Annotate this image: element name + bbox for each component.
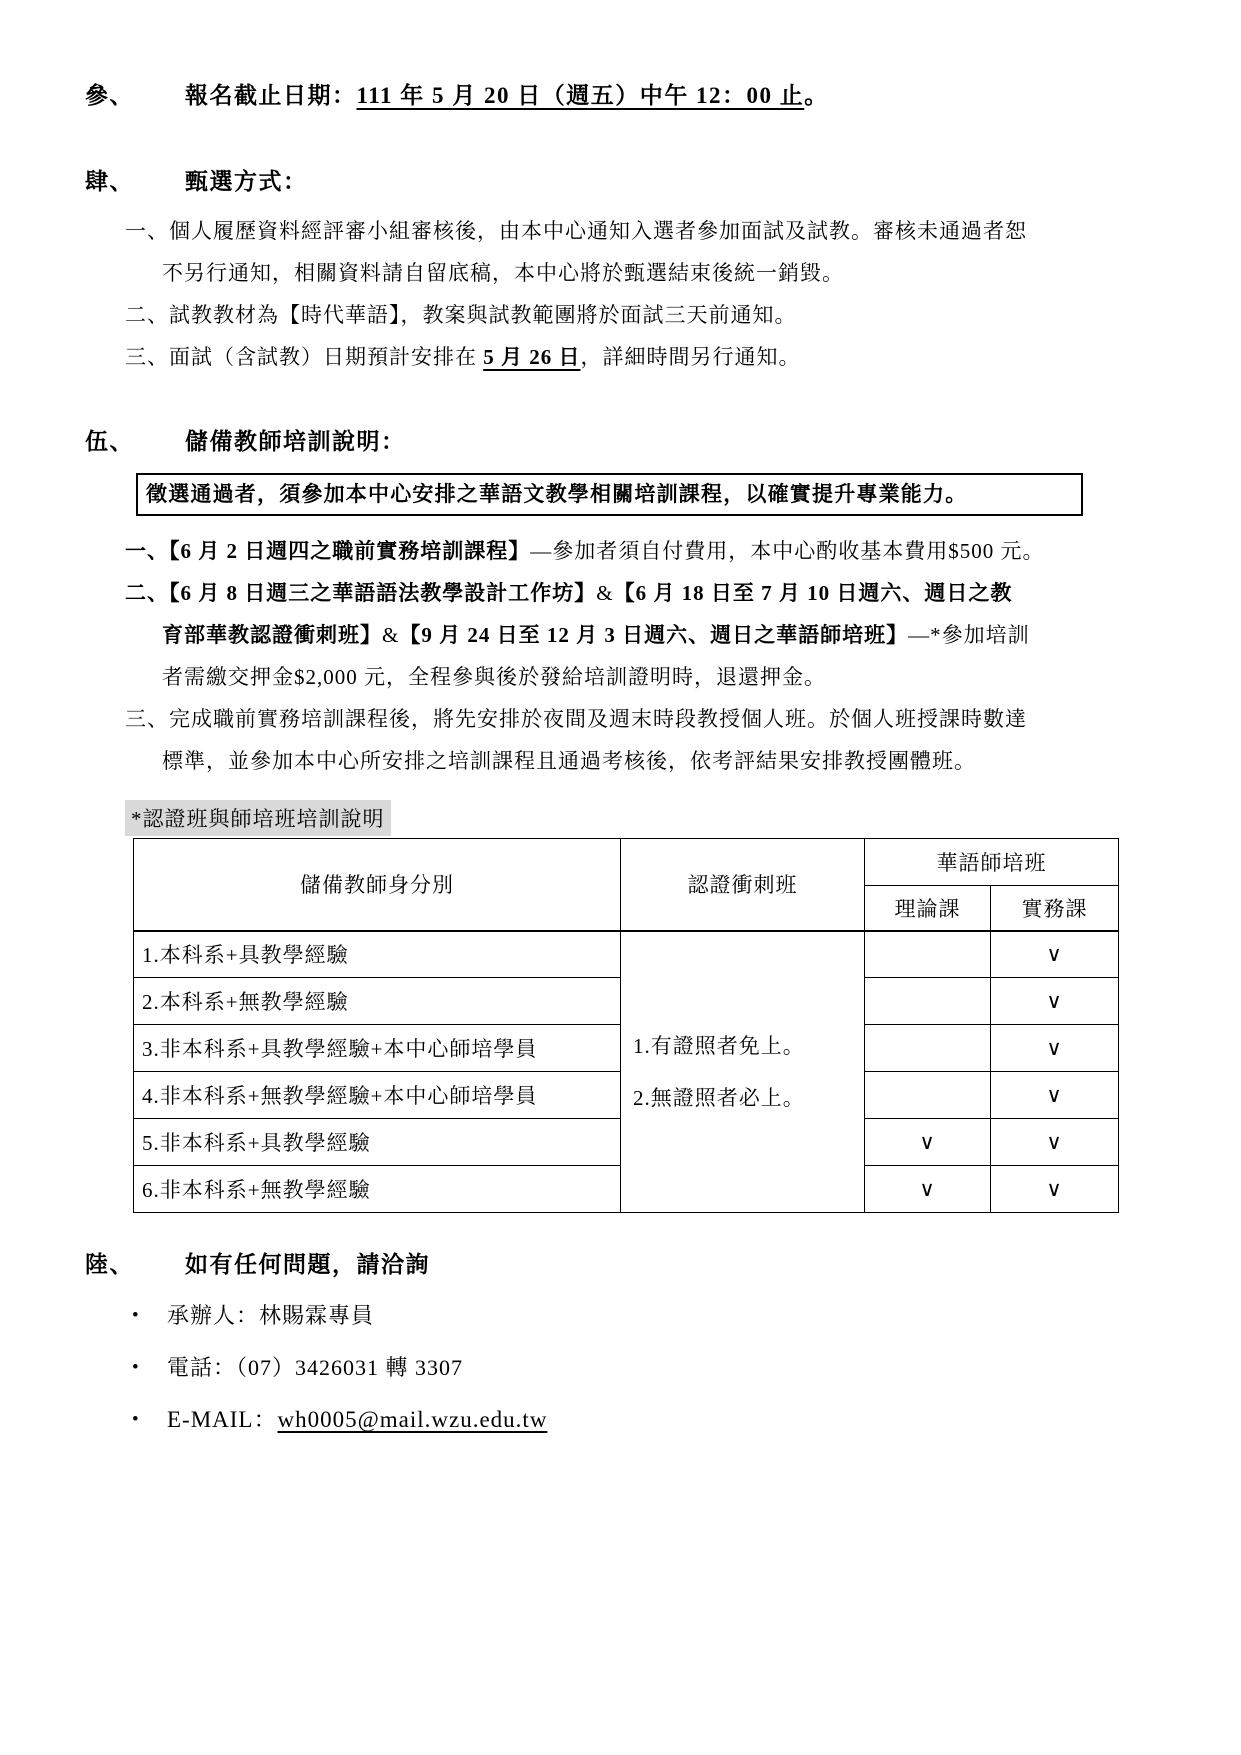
table-row (134, 931, 1119, 978)
row3-practice-check: ∨ (991, 1025, 1119, 1072)
sec6-title: 如有任何問題，請洽詢 (185, 1252, 430, 1277)
row3-label: 3.非本科系+具教學經驗+本中心師培學員 (134, 1025, 621, 1072)
row4-practice-check: ∨ (991, 1072, 1119, 1119)
row5-label: 5.非本科系+具教學經驗 (134, 1119, 621, 1166)
sec5-item2-rest1: —*參加培訓 (908, 623, 1030, 647)
contact-person: 承辦人：林賜霖專員 (167, 1303, 375, 1328)
sec5-item2-number: 二、 (125, 581, 169, 605)
row1-label: 1.本科系+具教學經驗 (134, 931, 621, 978)
sec4-items (85, 210, 1110, 378)
sec5-item1-line (125, 530, 1110, 572)
sec4-item2-text: 試教教材為【時代華語】，教案與試教範團將於面試三天前通知。 (169, 303, 797, 327)
sec5-item2-rest2: 者需繳交押金$2,000 元，全程參與後於發給培訓證明時，退還押金。 (162, 665, 826, 689)
row4-theory-check (865, 1072, 991, 1119)
sec4-item1-text2: 不另行通知，相關資料請自留底稿，本中心將於甄選結束後統一銷毀。 (162, 261, 844, 285)
header-teacher-identity: 儲備教師身分別 (134, 839, 621, 931)
sec5-item3-line2 (162, 740, 1110, 782)
sec4-item1-line2 (162, 252, 1110, 294)
header-theory-course: 理論課 (865, 886, 991, 931)
row1-practice-check: ∨ (991, 931, 1119, 978)
sec4-item2-line (125, 294, 1110, 336)
bullet-icon: • (132, 1357, 140, 1378)
bullet-icon: • (132, 1409, 140, 1430)
sec3-heading (85, 80, 1110, 112)
row5-practice-check: ∨ (991, 1119, 1119, 1166)
sec5-item2-line2 (162, 614, 1110, 656)
sec5-item2-course2b: 育部華教認證衝刺班】 (162, 623, 382, 647)
sec5-title: 儲備教師培訓說明： (185, 429, 406, 454)
sec5-heading (85, 426, 1110, 458)
sec3-period: 。 (804, 83, 829, 108)
contact-phone: 電話：（07）3426031 轉 3307 (167, 1355, 464, 1380)
training-notice-box: 徵選通過者，須參加本中心安排之華語文教學相關培訓課程，以確實提升專業能力。 (136, 473, 1083, 516)
sec4-item1-text1: 個人履歷資料經評審小組審核後，由本中心通知入選者參加面試及試教。審核未通過者恕 (169, 219, 1027, 243)
sec5-items (85, 530, 1110, 782)
row2-label: 2.本科系+無教學經驗 (134, 978, 621, 1025)
contact-person-line (132, 1297, 1110, 1335)
header-cert-sprint-class: 認證衝刺班 (621, 839, 865, 931)
sec5-item1-course: 【6 月 2 日週四之職前實務培訓課程】 (169, 539, 531, 563)
sec4-item1-line1 (125, 210, 1110, 252)
row6-theory-check: ∨ (865, 1166, 991, 1213)
row5-theory-check: ∨ (865, 1119, 991, 1166)
sec5-item1-rest: —參加者須自付費用，本中心酌收基本費用$500 元。 (530, 539, 1045, 563)
sec4-item2-number: 二、 (125, 303, 169, 327)
sec5-item2-course1: 【6 月 8 日週三之華語語法教學設計工作坊】 (169, 581, 597, 605)
sec5-item3-text2: 標準，並參加本中心所安排之培訓課程且通過考核後，依考評結果安排教授團體班。 (162, 749, 976, 773)
row2-theory-check (865, 978, 991, 1025)
sec5-item1-number: 一、 (125, 539, 169, 563)
cert-note-cell (621, 931, 865, 1213)
sec4-item3-number: 三、 (125, 345, 169, 369)
contact-phone-line (132, 1349, 1110, 1387)
sec5-item2-amp2: & (382, 623, 400, 647)
row4-label: 4.非本科系+無教學經驗+本中心師培學員 (134, 1072, 621, 1119)
contact-email-label: E-MAIL： (167, 1407, 278, 1432)
training-table (133, 838, 1119, 1213)
sec3-deadline: 111 年 5 月 20 日（週五）中午 12：00 止 (356, 83, 805, 108)
sec4-item3-line (125, 336, 1110, 378)
bullet-icon: • (132, 1305, 140, 1326)
header-practice-course: 實務課 (991, 886, 1119, 931)
sec5-number: 伍、 (85, 429, 134, 454)
row6-practice-check: ∨ (991, 1166, 1119, 1213)
sec6-number: 陸、 (85, 1252, 134, 1277)
sec5-item2-course3: 【9 月 24 日至 12 月 3 日週六、週日之華語師培班】 (399, 623, 909, 647)
sec4-item1-number: 一、 (125, 219, 169, 243)
table-note-label: *認證班與師培班培訓說明 (125, 800, 391, 836)
sec5-item3-line1 (125, 698, 1110, 740)
cert-note-line1: 1.有證照者免上。 (633, 1033, 805, 1058)
sec5-item2-course2: 【6 月 18 日至 7 月 10 日週六、週日之教 (613, 581, 1013, 605)
row6-label: 6.非本科系+無教學經驗 (134, 1166, 621, 1213)
sec4-item3-post: ，詳細時間另行通知。 (580, 345, 801, 369)
sec4-heading (85, 166, 1110, 198)
sec5-item3-text1: 完成職前實務培訓課程後，將先安排於夜間及週末時段教授個人班。於個人班授課時數達 (169, 707, 1027, 731)
sec5-item2-line1 (125, 572, 1110, 614)
sec4-number: 肆、 (85, 169, 134, 194)
sec5-item2-line3 (162, 656, 1110, 698)
contact-email-line (132, 1401, 1110, 1439)
row1-theory-check (865, 931, 991, 978)
sec4-item3-date: 5 月 26 日 (483, 345, 581, 369)
sec5-item3-number: 三、 (125, 707, 169, 731)
row3-theory-check (865, 1025, 991, 1072)
header-mandarin-teacher-class: 華語師培班 (865, 839, 1119, 886)
cert-note-line2: 2.無證照者必上。 (633, 1085, 805, 1110)
sec5-item2-amp1: & (596, 581, 614, 605)
sec4-item3-pre: 面試（含試教）日期預計安排在 (169, 345, 484, 369)
sec3-label: 報名截止日期： (185, 83, 357, 108)
contact-list (85, 1297, 1110, 1439)
sec3-number: 參、 (85, 83, 134, 108)
sec4-title: 甄選方式： (185, 169, 308, 194)
sec6-heading (85, 1249, 1110, 1281)
contact-email-link[interactable]: wh0005@mail.wzu.edu.tw (277, 1407, 548, 1432)
row2-practice-check: ∨ (991, 978, 1119, 1025)
